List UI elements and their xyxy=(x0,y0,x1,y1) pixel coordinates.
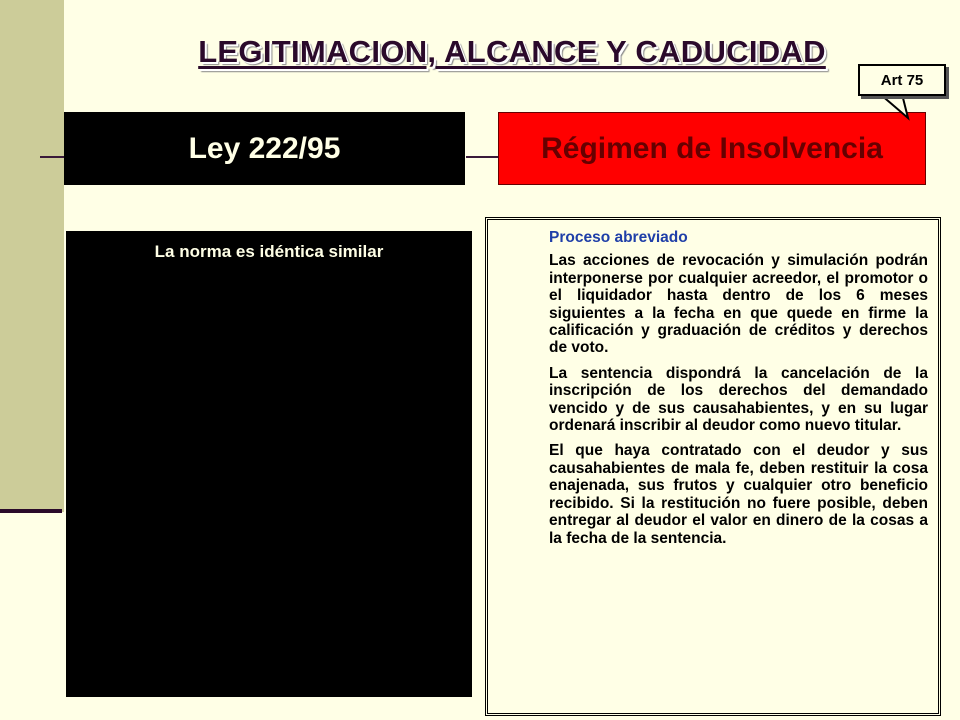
panel-subtitle: Proceso abreviado xyxy=(549,229,688,246)
regimen-content-panel xyxy=(485,217,941,716)
band-connector-line xyxy=(40,156,64,158)
regimen-panel-body xyxy=(549,229,928,555)
regimen-insolvencia-header xyxy=(498,112,926,185)
slide-title: LEGITIMACION, ALCANCE Y CADUCIDAD xyxy=(198,34,826,69)
regimen-header-label: Régimen de Insolvencia xyxy=(541,131,883,165)
paragraph-sentencia: La sentencia dispondrá la cancelación de la inscripción de los derechos del demandado vencido y de sus causahabientes, y en su lugar ordenará inscribir al deudor como nuevo titular. xyxy=(549,364,928,435)
article-callout xyxy=(858,64,946,96)
ley-content-panel xyxy=(64,229,474,699)
ley-222-95-header xyxy=(64,112,465,185)
paragraph-acciones: Las acciones de revocación y simulación podrán interponerse por cualquier acreedor, el promotor o el liquidador hasta dentro de los 6 meses siguientes a la fecha en que quede en firme la calificación y graduación de créditos y derechos de voto. xyxy=(549,252,928,357)
band-bottom-line xyxy=(0,509,62,513)
header-connector-line xyxy=(466,156,498,158)
left-decorative-band xyxy=(0,0,64,512)
article-callout-label: Art 75 xyxy=(880,71,924,89)
callout-tail-icon xyxy=(874,94,914,120)
ley-panel-text: La norma es idéntica similar xyxy=(154,242,384,261)
ley-header-label: Ley 222/95 xyxy=(188,131,341,165)
paragraph-mala-fe: El que haya contratado con el deudor y sus causahabientes de mala fe, deben restituir la cosa enajenada, sus frutos y cualquier otro beneficio recibido. Si la restitución no fuere posible, deben entregar al deudor el valor en dinero de la cosas a la fecha de la sentencia. xyxy=(549,442,928,547)
